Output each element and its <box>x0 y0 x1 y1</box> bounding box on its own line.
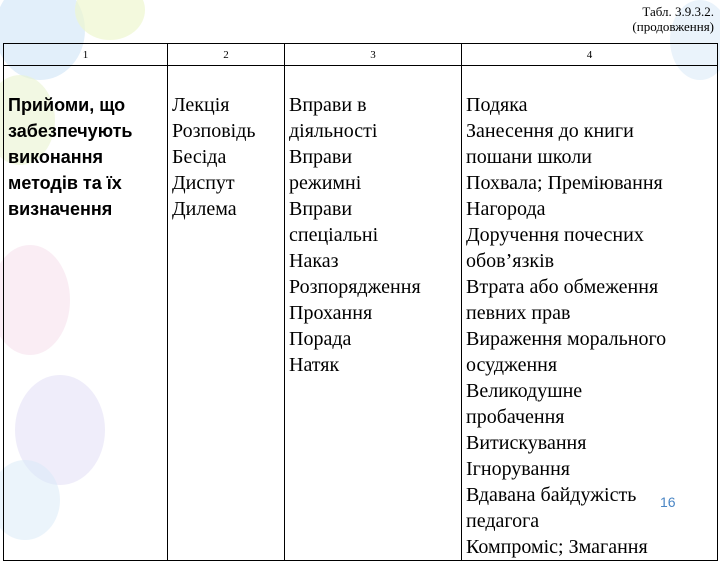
cell-line: Прохання <box>289 302 373 324</box>
header-cell-4: 4 <box>462 44 718 66</box>
cell-line: спеціальні <box>289 224 379 246</box>
cell-line: пробачення <box>466 406 565 428</box>
persuasion-methods-cell <box>168 66 285 561</box>
cell-line: Лекція <box>172 94 230 116</box>
cell-line: Занесення до книги <box>466 120 634 142</box>
cell-line: Наказ <box>289 250 339 272</box>
page-number: 16 <box>660 494 676 510</box>
cell-line: Ігнорування <box>466 458 570 480</box>
cell-line: Доручення почесних <box>466 224 644 246</box>
header-cell-1: 1 <box>4 44 168 66</box>
cell-line: Вправи <box>289 198 353 220</box>
cell-line: Витискування <box>466 432 587 454</box>
cell-line: Вдавана байдужість <box>466 484 637 506</box>
cell-line: пошани школи <box>466 146 592 168</box>
cell-line: виконання <box>8 147 104 167</box>
cell-line: Диспут <box>172 172 235 194</box>
cell-line: Розпорядження <box>289 276 421 298</box>
cell-line: Бесіда <box>172 146 227 168</box>
cell-line: Дилема <box>172 198 237 220</box>
table-header-row <box>4 44 718 66</box>
cell-line: забезпечують <box>8 121 133 141</box>
stimulation-methods-cell <box>462 66 718 561</box>
cell-line: Великодушне <box>466 380 583 402</box>
cell-line: режимні <box>289 172 362 194</box>
cell-line: обов’язків <box>466 250 555 272</box>
header-cell-3: 3 <box>285 44 462 66</box>
cell-line: Розповідь <box>172 120 256 142</box>
cell-line: Вираження морального <box>466 328 667 350</box>
cell-line: Похвала; Преміювання <box>466 172 663 194</box>
cell-line: певних прав <box>466 302 571 324</box>
table-caption <box>632 4 714 34</box>
cell-line: Порада <box>289 328 352 350</box>
table-row <box>4 66 718 561</box>
cell-line: діяльності <box>289 120 378 142</box>
techniques-cell <box>4 66 168 561</box>
cell-line: визначення <box>8 199 113 219</box>
cell-line: Подяка <box>466 94 528 116</box>
cell-line: педагога <box>466 510 540 532</box>
cell-line: Нагорода <box>466 198 546 220</box>
cell-line: осудження <box>466 354 558 376</box>
cell-line: Прийоми, що <box>8 95 126 115</box>
header-cell-2: 2 <box>168 44 285 66</box>
caption-continued: (продовження) <box>632 19 714 34</box>
methods-table <box>3 43 718 561</box>
cell-line: Вправи <box>289 146 353 168</box>
cell-line: методів та їх <box>8 173 122 193</box>
cell-line: Втрата або обмеження <box>466 276 659 298</box>
cell-line: Компроміс; Змагання <box>466 536 648 558</box>
caption-table-number: Табл. 3.9.3.2. <box>642 4 714 19</box>
cell-line: Натяк <box>289 354 340 376</box>
cell-line: Вправи в <box>289 94 367 116</box>
exercise-methods-cell <box>285 66 462 561</box>
